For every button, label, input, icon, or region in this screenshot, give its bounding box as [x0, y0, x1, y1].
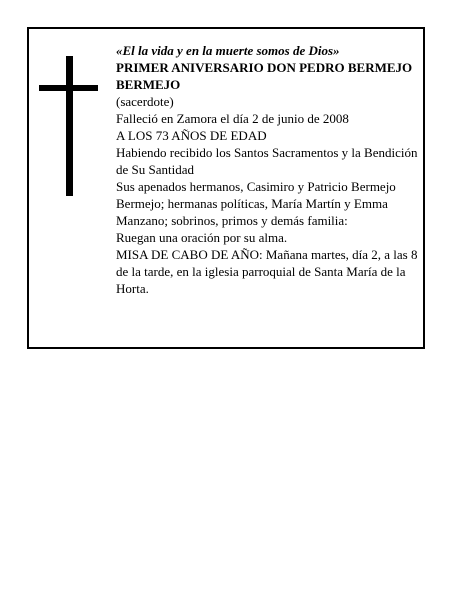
cross-icon-horizontal-bar [39, 85, 98, 91]
obituary-notice [27, 27, 425, 349]
death-info: Falleció en Zamora el día 2 de junio de 2008 [116, 111, 349, 126]
cross-icon-vertical-bar [66, 56, 73, 196]
notice-heading: PRIMER ANIVERSARIO DON PEDRO BERMEJO BERMEJO [116, 60, 413, 92]
age-line: A LOS 73 AÑOS DE EDAD [116, 128, 267, 143]
prayer-line: Ruegan una oración por su alma. [116, 230, 288, 245]
family-line: Sus apenados hermanos, Casimiro y Patricio Bermejo Bermejo; hermanas políticas, María Martín y Emma Manzano; sobrinos, primos y demás familia: [116, 179, 396, 228]
role-line: (sacerdote) [116, 94, 174, 109]
mass-info: MISA DE CABO DE AÑO: Mañana martes, día 2, a las 8 de la tarde, en la iglesia parroquial de Santa María de la Horta. [116, 247, 418, 296]
sacraments-line: Habiendo recibido los Santos Sacramentos y la Bendición de Su Santidad [116, 145, 418, 177]
motto: «El la vida y en la muerte somos de Dios» [116, 43, 340, 58]
notice-text [116, 42, 422, 297]
